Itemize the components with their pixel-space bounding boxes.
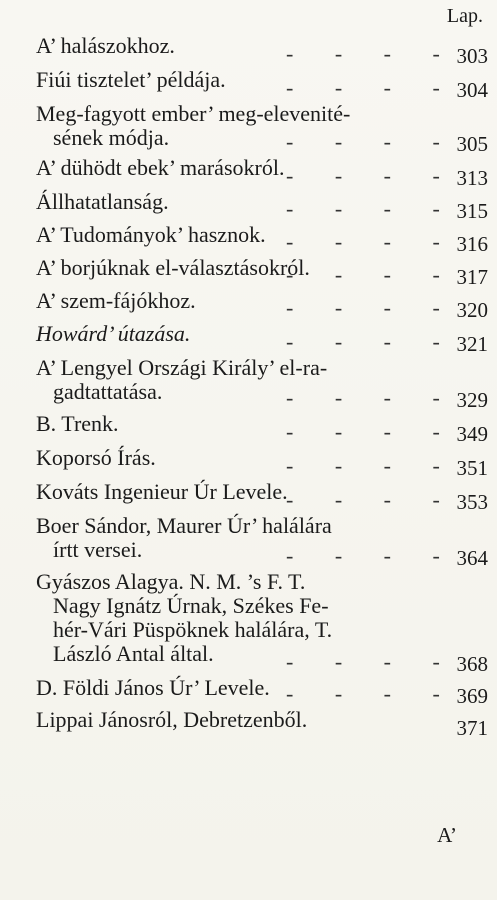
entry-page-number: 368 [456, 652, 488, 676]
dot-leader: - - - - [286, 129, 458, 154]
toc-entry [36, 34, 488, 68]
entry-title: D. Földi János Úr’ Levele. [36, 675, 270, 700]
toc-entry [36, 322, 488, 356]
entry-page-number: 320 [456, 298, 488, 322]
dot-leader: - - - - [286, 453, 458, 478]
entry-title: B. Trenk. [36, 411, 119, 436]
toc-entry [36, 190, 488, 223]
toc-entry [36, 446, 488, 480]
page-column-header: Lap. [446, 5, 483, 27]
dot-leader: - - - - [286, 543, 458, 568]
entry-page-number: 316 [456, 232, 488, 256]
entry-title: A’ borjúknak el-választásokról. [36, 255, 310, 280]
entry-title-line: Boer Sándor, Maurer Úr’ halálára [36, 513, 332, 538]
toc-entry [36, 480, 488, 514]
entry-page-number: 353 [456, 490, 488, 514]
dot-leader: - - - - [286, 229, 458, 254]
toc-entry [36, 156, 488, 190]
toc-entry [36, 289, 488, 322]
toc-entry [36, 256, 488, 289]
toc-entry [36, 223, 488, 256]
entry-title-line: hér-Vári Püspöknek halálára, T. [53, 617, 333, 642]
dot-leader: - - - - [286, 649, 458, 674]
dot-leader: - - - - [286, 385, 458, 410]
dot-leader: - - - - [286, 329, 458, 354]
entry-title-line: Meg-fagyott ember’ meg-elevenité- [36, 101, 351, 126]
entry-title: Lippai Jánosról, Debretzenből. [36, 707, 308, 732]
entry-page-number: 305 [456, 132, 488, 156]
toc-entry [36, 676, 488, 708]
entry-page-number: 349 [456, 422, 488, 446]
entry-page-number: 371 [456, 716, 488, 740]
dot-leader: - - - - [286, 163, 458, 188]
entry-title: A’ Tudományok’ hasznok. [36, 222, 266, 247]
entry-title: Koporsó Írás. [36, 445, 156, 470]
dot-leader: - - - - [286, 295, 458, 320]
toc-entry [36, 708, 488, 740]
toc-entry [36, 102, 488, 156]
entry-page-number: 364 [456, 546, 488, 570]
entry-page-number: 315 [456, 199, 488, 223]
entry-title-line: írtt versei. [53, 537, 143, 562]
entry-page-number: 313 [456, 166, 488, 190]
toc-entry [36, 356, 488, 412]
entry-title: Fiúi tisztelet’ példája. [36, 67, 226, 92]
entry-page-number: 321 [456, 332, 488, 356]
dot-leader: - - - - [286, 75, 458, 100]
table-of-contents [36, 34, 488, 740]
toc-entry [36, 570, 488, 676]
entry-page-number: 304 [456, 78, 488, 102]
dot-leader: - - - - [286, 681, 458, 706]
dot-leader: - - - - [286, 262, 458, 287]
toc-entry [36, 412, 488, 446]
toc-entry [36, 514, 488, 570]
dot-leader: - - - - [286, 196, 458, 221]
entry-page-number: 303 [456, 44, 488, 68]
entry-title-line: László Antal által. [53, 641, 214, 666]
entry-title-line: Nagy Ignátz Úrnak, Székes Fe- [53, 593, 329, 618]
entry-title: Állhatatlanság. [36, 189, 169, 214]
entry-title-line: gadtattatása. [53, 379, 163, 404]
dot-leader: - - - - [286, 487, 458, 512]
entry-title: A’ szem-fájókhoz. [36, 288, 196, 313]
dot-leader: - - - - [286, 419, 458, 444]
entry-page-number: 329 [456, 388, 488, 412]
entry-page-number: 351 [456, 456, 488, 480]
entry-title: A’ dühödt ebek’ marásokról. [36, 155, 285, 180]
dot-leader: - - - - [286, 41, 458, 66]
entry-title: Howárd’ útazása. [36, 321, 191, 346]
entry-title: Kováts Ingenieur Úr Levele. [36, 479, 288, 504]
entry-title-line: A’ Lengyel Országi Király’ el-ra- [36, 355, 328, 380]
entry-title: A’ halászokhoz. [36, 33, 175, 58]
entry-title-line: sének módja. [53, 125, 170, 150]
entry-title-line: Gyászos Alagya. N. M. ’s F. T. [36, 569, 306, 594]
toc-entry [36, 68, 488, 102]
entry-page-number: 317 [456, 265, 488, 289]
catchword: A’ [437, 823, 457, 847]
entry-page-number: 369 [456, 684, 488, 708]
